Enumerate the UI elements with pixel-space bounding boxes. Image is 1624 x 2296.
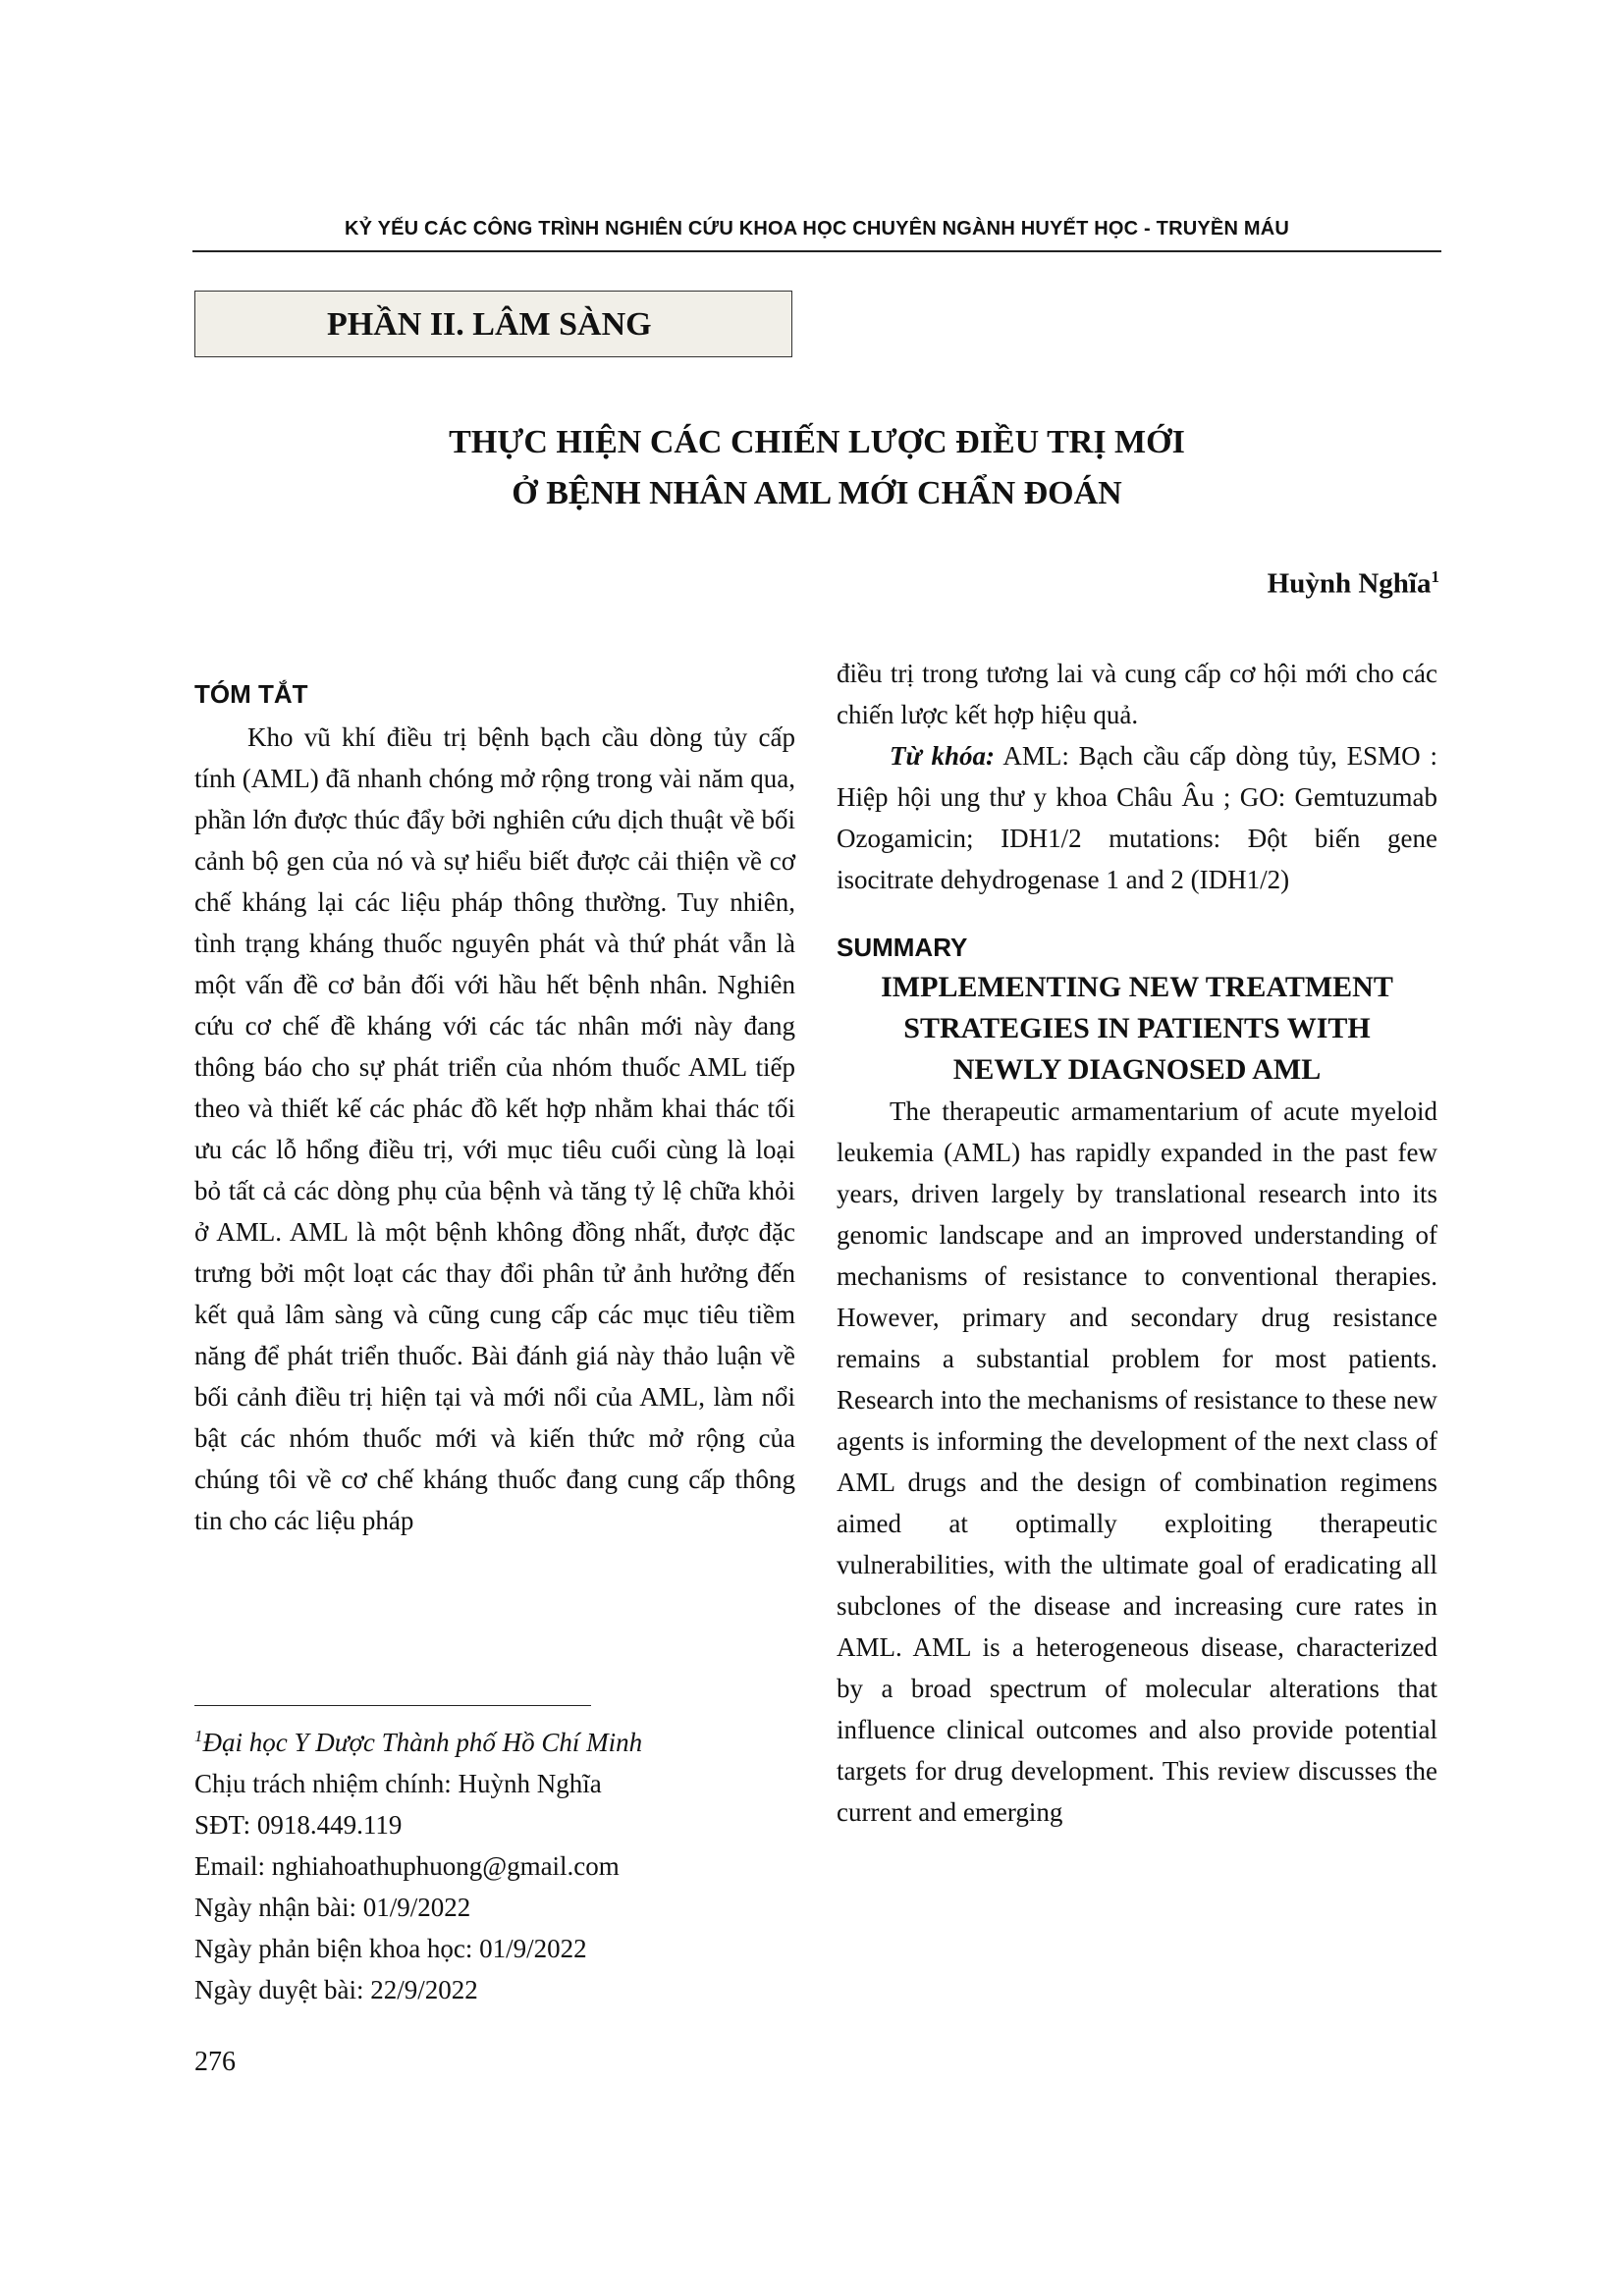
keywords [837,735,1437,900]
keywords-text: AML: Bạch cầu cấp dòng tủy, ESMO : Hiệp hội ung thư y khoa Châu Âu ; GO: Gemtuzumab Ozogamicin; IDH1/2 mutations: Đột biến gene isocitrate dehydrogenase 1 and 2 (IDH1/2) [837,741,1437,894]
left-column [194,673,795,1541]
summary-title-line-2: STRATEGIES IN PATIENTS WITH [903,1012,1371,1044]
footnote-phone: SĐT: 0918.449.119 [194,1810,403,1840]
right-column [837,653,1437,1833]
footnote-corresponding-author: Chịu trách nhiệm chính: Huỳnh Nghĩa [194,1769,602,1798]
footnote-received-date: Ngày nhận bài: 01/9/2022 [194,1893,471,1922]
footnote-affiliation-text: Đại học Y Dược Thành phố Hồ Chí Minh [202,1728,643,1757]
footnote-email: Email: nghiahoathuphuong@gmail.com [194,1851,620,1881]
footnote-affiliation-mark: 1 [194,1727,203,1745]
footnote-review-date: Ngày phản biện khoa học: 01/9/2022 [194,1934,587,1963]
header-rule [192,250,1441,252]
summary-title-line-1: IMPLEMENTING NEW TREATMENT [881,971,1393,1003]
page-number: 276 [194,2047,236,2077]
author-name: Huỳnh Nghĩa [1267,567,1432,600]
keywords-label: Từ khóa: [890,741,995,771]
running-header: KỶ YẾU CÁC CÔNG TRÌNH NGHIÊN CỨU KHOA HỌC CHUYÊN NGÀNH HUYẾT HỌC - TRUYỀN MÁU [344,218,1290,240]
author-affiliation-mark: 1 [1431,567,1439,586]
footnote-affiliation [194,1716,882,1763]
title-line-2: Ở BỆNH NHÂN AML MỚI CHẨN ĐOÁN [512,475,1122,511]
abstract-vi-continuation: điều trị trong tương lai và cung cấp cơ hội mới cho các chiến lược kết hợp hiệu quả. [837,659,1437,729]
summary-title-line-3: NEWLY DIAGNOSED AML [952,1053,1322,1086]
author [1268,567,1439,601]
section-label: PHẦN II. LÂM SÀNG [194,291,792,357]
footnote-rule [194,1705,591,1706]
footnotes [194,1716,882,2010]
title-line-1: THỰC HIỆN CÁC CHIẾN LƯỢC ĐIỀU TRỊ MỚI [449,424,1185,460]
summary-text: The therapeutic armamentarium of acute myeloid leukemia (AML) has rapidly expanded in the past few years, driven largely by translational research into its genomic landscape and an improved understanding of mechanisms of resistance to conventional therapies. However, primary and secondary drug resistance remains a substantial problem for most patients. Research into the mechanisms of resistance to these new agents is informing the development of the next class of AML drugs and the design of combination regimens aimed at optimally exploiting therapeutic vulnerabilities, with the ultimate goal of eradicating all subclones of the disease and increasing cure rates in AML. AML is a heterogeneous disease, characterized by a broad spectrum of molecular alterations that influence clinical outcomes and also provide potential targets for drug development. This review discusses the current and emerging [837,1096,1437,1827]
abstract-heading: TÓM TẮT [194,679,308,709]
summary-title [837,967,1437,1091]
abstract-vi-text: Kho vũ khí điều trị bệnh bạch cầu dòng tủy cấp tính (AML) đã nhanh chóng mở rộng trong vài năm qua, phần lớn được thúc đẩy bởi nghiên cứu dịch thuật về bối cảnh bộ gen của nó và sự hiểu biết được cải thiện về cơ chế kháng lại các liệu pháp thông thường. Tuy nhiên, tình trạng kháng thuốc nguyên phát và thứ phát vẫn là một vấn đề cơ bản đối với hầu hết bệnh nhân. Nghiên cứu cơ chế đề kháng với các tác nhân mới này đang thông báo cho sự phát triển của nhóm thuốc AML tiếp theo và thiết kế các phác đồ kết hợp nhằm khai thác tối ưu các lỗ hổng điều trị, với mục tiêu cuối cùng là loại bỏ tất cả các dòng phụ của bệnh và tăng tỷ lệ chữa khỏi ở AML. AML là một bệnh không đồng nhất, được đặc trưng bởi một loạt các thay đổi phân tử ảnh hưởng đến kết quả lâm sàng và cũng cung cấp các mục tiêu tiềm năng để phát triển thuốc. Bài đánh giá này thảo luận về bối cảnh điều trị hiện tại và mới nổi của AML, làm nổi bật các nhóm thuốc mới và kiến thức mở rộng của chúng tôi về cơ chế kháng thuốc đang cung cấp thông tin cho các liệu pháp [194,722,795,1535]
article-title [192,417,1441,519]
footnote-approved-date: Ngày duyệt bài: 22/9/2022 [194,1975,478,2004]
summary-heading: SUMMARY [837,933,968,962]
